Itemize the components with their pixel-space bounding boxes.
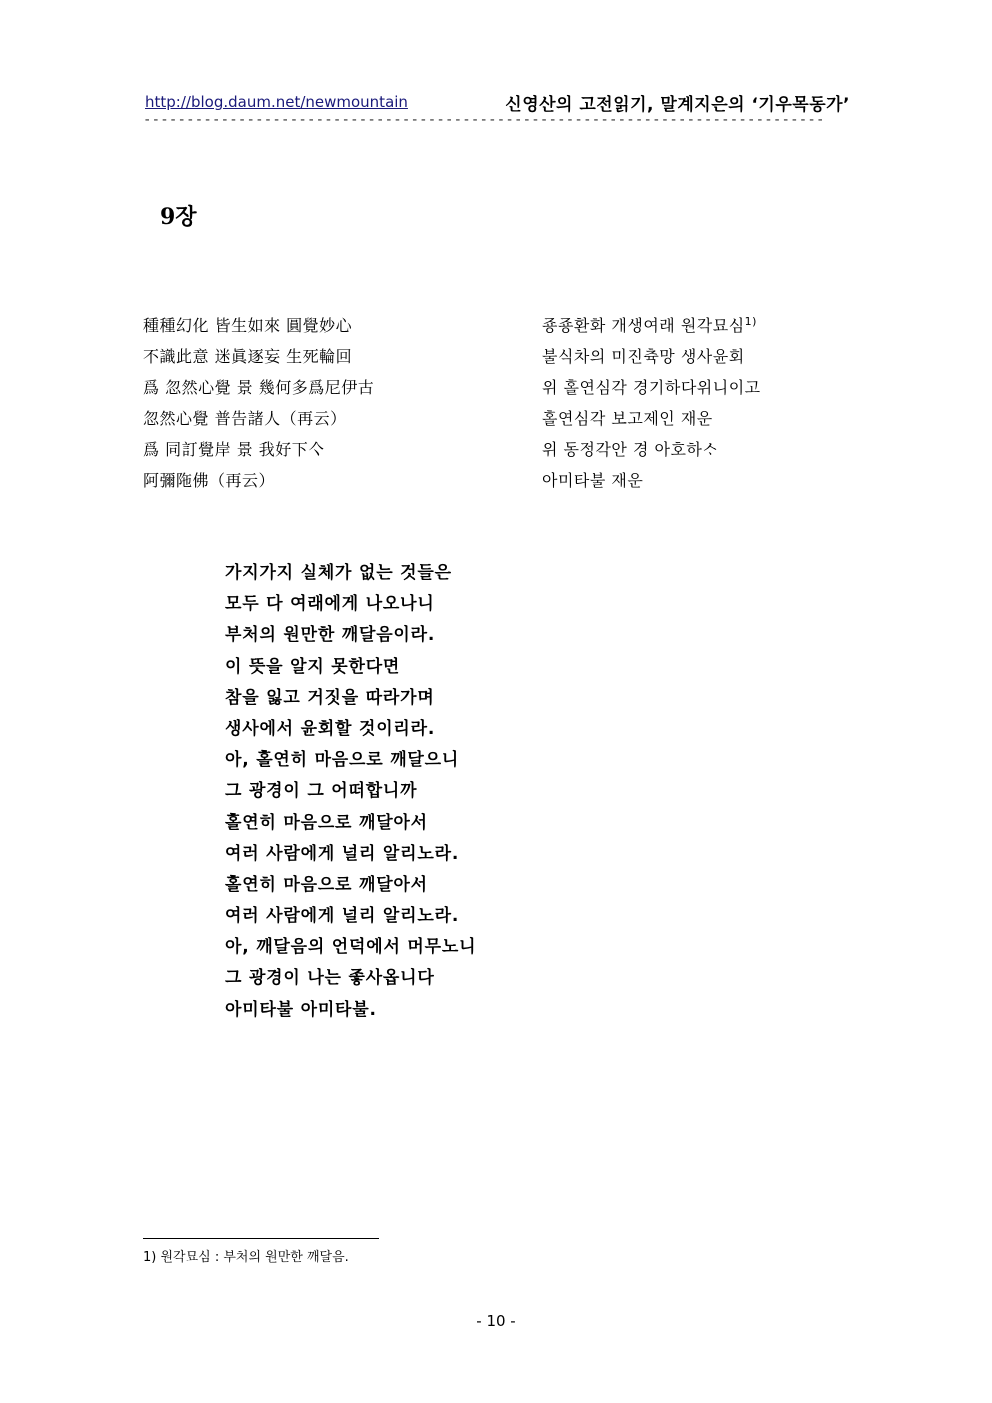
hanja-line: 種種幻化 皆生如來 圓覺妙心 — [143, 316, 353, 335]
hanja-line: 爲 忽然心覺 景 幾何多爲尼伊古 — [143, 378, 375, 397]
translation-line: 홀연히 마음으로 깨달아서 — [225, 812, 428, 833]
translation-line: 생사에서 윤회할 것이리라. — [225, 718, 436, 739]
translation-verse — [225, 558, 476, 1026]
translation-line: 그 광경이 그 어떠합니까 — [225, 781, 418, 802]
korean-line — [542, 310, 761, 341]
translation-line: 아, 깨달음의 언덕에서 머무노니 — [225, 937, 477, 958]
hanja-line: 阿彌陁佛（再云） — [143, 471, 276, 490]
translation-line: 아미타불 아미타불. — [225, 999, 377, 1020]
header-divider: ------------------------------------------------------------------------------- — [143, 112, 825, 128]
hanja-line: 忽然心覺 普告諸人（再云） — [143, 409, 347, 428]
korean-line-text: 죵죵환화 개생여래 원각묘심 — [542, 316, 745, 335]
korean-line: 아미타불 재운 — [542, 471, 644, 490]
footnote-reference[interactable]: 1) — [744, 315, 757, 328]
hanja-line: 不識此意 迷眞逐妄 生死輪回 — [143, 347, 353, 366]
hanja-line: 爲 同訂覺岸 景 我好下亽 — [143, 440, 325, 459]
translation-line: 가지가지 실체가 없는 것들은 — [225, 563, 452, 583]
translation-line: 참을 잃고 거짓을 따라가며 — [225, 687, 435, 708]
footnote-text: 1) 원각묘심 : 부처의 원만한 깨달음. — [143, 1250, 349, 1265]
page-number: - 10 - — [476, 1312, 516, 1330]
korean-line: 위 홀연심각 경기하다위니이고 — [542, 378, 761, 397]
translation-line: 아, 홀연히 마음으로 깨달으니 — [225, 750, 460, 771]
footnote-rule — [143, 1238, 379, 1239]
korean-line: 불식차의 미진츅망 생사윤회 — [542, 347, 745, 366]
translation-line: 부처의 원만한 깨달음이라. — [225, 625, 436, 646]
translation-line: 여러 사람에게 널리 알리노라. — [225, 906, 460, 927]
translation-line: 이 뜻을 알지 못한다면 — [225, 656, 401, 677]
korean-verse — [542, 310, 761, 496]
chapter-title: 9장 — [160, 204, 197, 230]
translation-line: 여러 사람에게 널리 알리노라. — [225, 843, 460, 864]
korean-line: 홀연심각 보고제인 재운 — [542, 409, 713, 428]
blog-link[interactable]: http://blog.daum.net/newmountain — [145, 93, 408, 111]
hanja-verse — [143, 310, 374, 496]
translation-line: 모두 다 여래에게 나오나니 — [225, 594, 435, 615]
korean-line: 위 동정각안 경 아호하ᄉᆞ — [542, 440, 719, 459]
translation-line: 홀연히 마음으로 깨달아서 — [225, 874, 428, 895]
translation-line: 그 광경이 나는 좋사옵니다 — [225, 968, 435, 989]
header-title: 신영산의 고전읽기, 말계지은의 ‘기우목동가’ — [505, 95, 850, 115]
